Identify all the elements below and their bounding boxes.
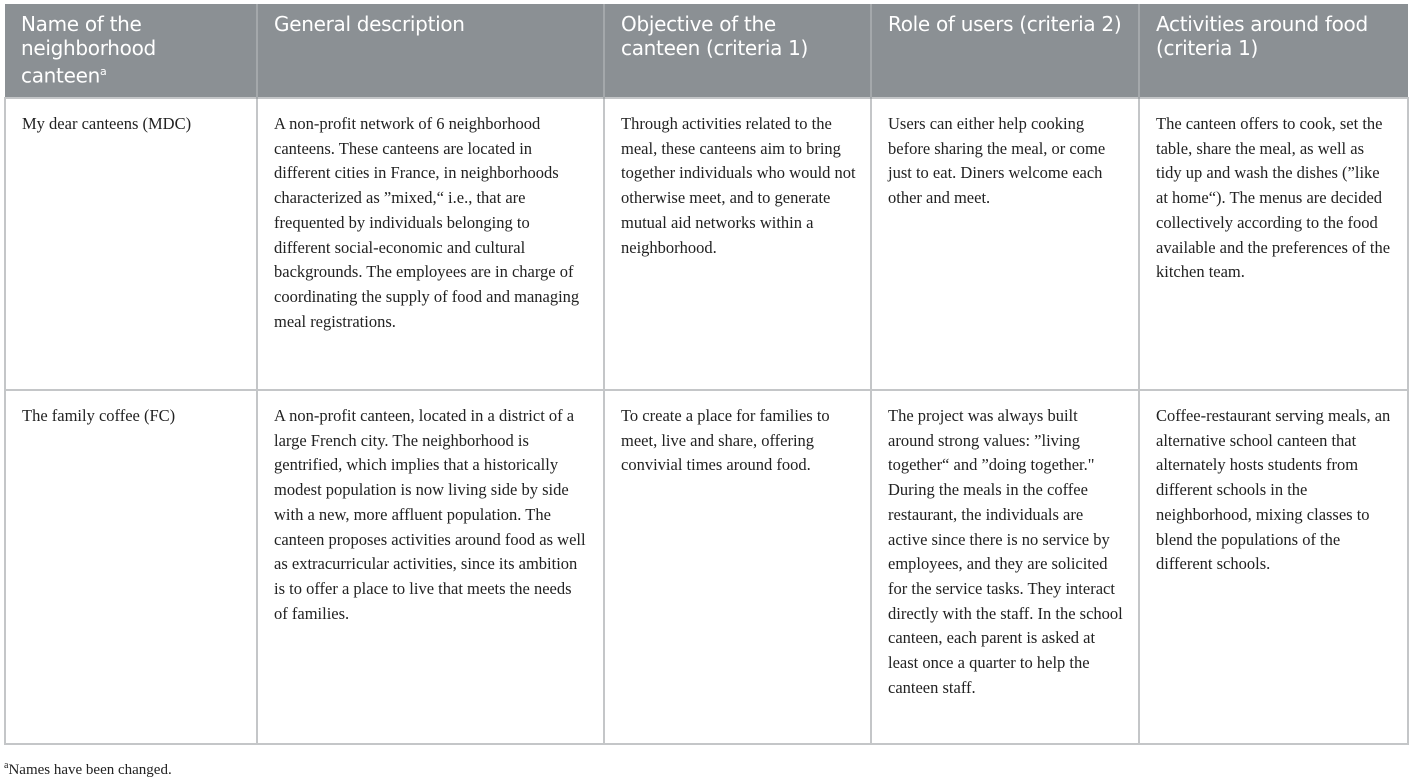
canteens-table — [4, 4, 1409, 745]
cell-objective: Through activities related to the meal, these canteens aim to bring together individuals who would not otherwise meet, and to generate mutual aid networks within a neighborhood. — [604, 98, 871, 390]
footnote-mark: a — [99, 65, 107, 78]
table-row — [5, 98, 1408, 390]
cell-objective: To create a place for families to meet, live and share, offering convivial times around food. — [604, 390, 871, 744]
header-activities: Activities around food (criteria 1) — [1139, 4, 1408, 98]
header-objective: Objective of the canteen (criteria 1) — [604, 4, 871, 98]
footnote-text: Names have been changed. — [8, 762, 172, 778]
cell-name: My dear canteens (MDC) — [5, 98, 257, 390]
header-description: General description — [257, 4, 604, 98]
header-name-text: Name of the neighborhood canteen — [21, 12, 156, 88]
header-role: Role of users (criteria 2) — [871, 4, 1139, 98]
cell-role: The project was always built around strong values: ”living together“ and ”doing together." During the meals in the coffee restaurant, the individuals are active since there is no service by employees, and they are solicited for the service tasks. They interact directly with the staff. In the school canteen, each parent is asked at least once a quarter to help the canteen staff. — [871, 390, 1139, 744]
footnote-mark: a — [4, 760, 9, 771]
cell-activities: The canteen offers to cook, set the table, share the meal, as well as tidy up and wash the dishes (”like at home“). The menus are decided collectively according to the food available and the preferences of the kitchen team. — [1139, 98, 1408, 390]
header-name — [5, 4, 257, 98]
table-row — [5, 390, 1408, 744]
cell-role: Users can either help cooking before sharing the meal, or come just to eat. Diners welcome each other and meet. — [871, 98, 1139, 390]
header-row — [5, 4, 1408, 98]
cell-name: The family coffee (FC) — [5, 390, 257, 744]
cell-activities: Coffee-restaurant serving meals, an alternative school canteen that alternately hosts students from different schools in the neighborhood, mixing classes to blend the populations of the different schools. — [1139, 390, 1408, 744]
cell-description: A non-profit canteen, located in a district of a large French city. The neighborhood is gentrified, which implies that a historically modest population is now living side by side with a new, more affluent population. The canteen proposes activities around food as well as extracurricular activities, since its ambition is to offer a place to live that meets the needs of families. — [257, 390, 604, 744]
table-footnote — [4, 760, 172, 779]
cell-description: A non-profit network of 6 neighborhood canteens. These canteens are located in different cities in France, in neighborhoods characterized as ”mixed,“ i.e., that are frequented by individuals belonging to different social-economic and cultural backgrounds. The employees are in charge of coordinating the supply of food and managing meal registrations. — [257, 98, 604, 390]
